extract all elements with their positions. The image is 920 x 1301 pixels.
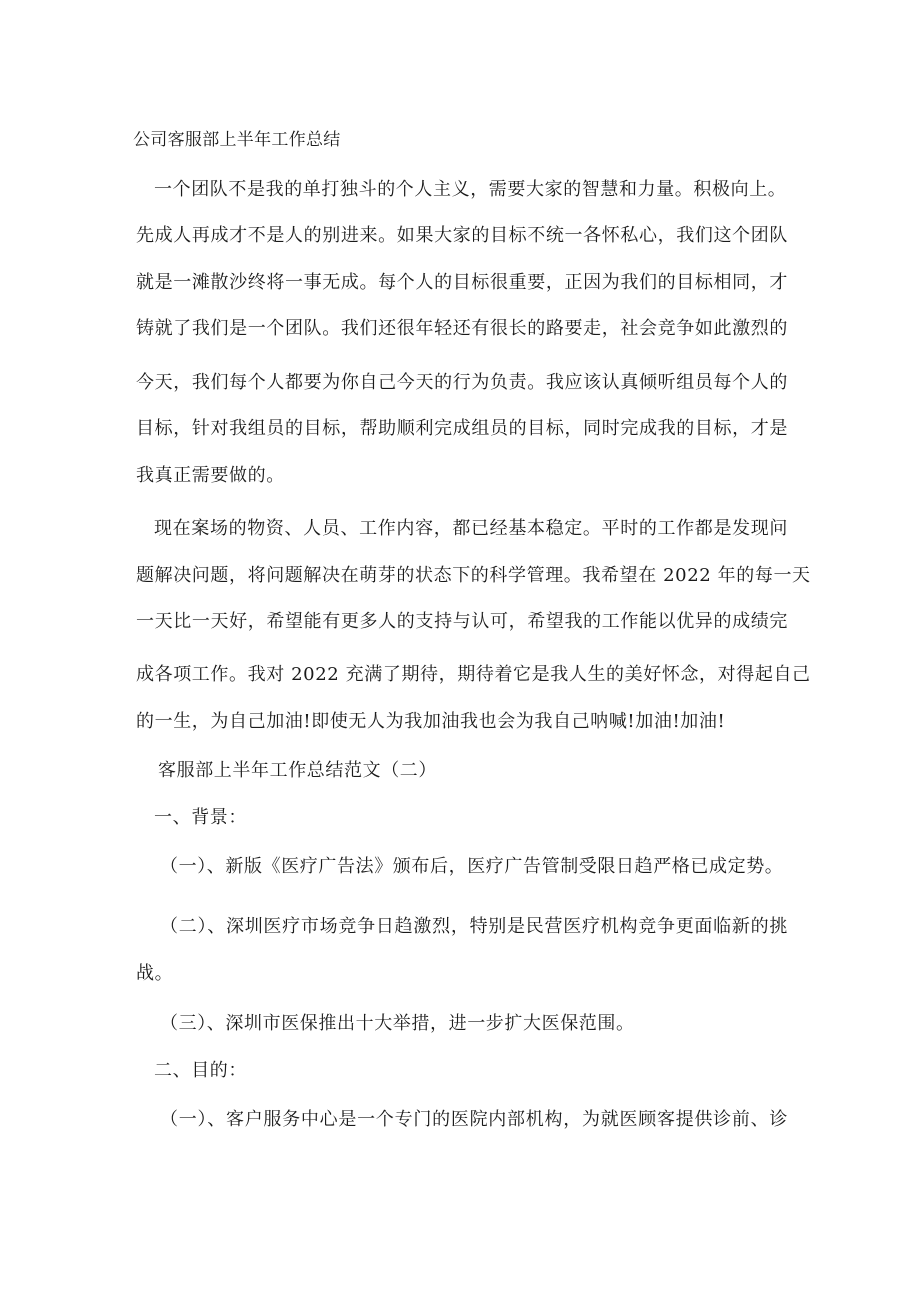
- paragraph-1-line-7: 我真正需要做的。: [136, 465, 285, 486]
- paragraph-2-line-4: 成各项工作。我对 2022 充满了期待，期待着它是我人生的美好怀念，对得起自己: [136, 664, 811, 685]
- paragraph-2-line-5: 的一生，为自己加油!即使无人为我加油我也会为我自己呐喊!加油!加油!: [136, 711, 726, 732]
- paragraph-1-line-6: 目标，针对我组员的目标，帮助顺利完成组员的目标，同时完成我的目标，才是: [136, 418, 788, 439]
- paragraph-1-line-3: 就是一滩散沙终将一事无成。每个人的目标很重要，正因为我们的目标相同，才: [136, 272, 788, 293]
- background-item-2-continued: 战。: [136, 963, 174, 984]
- section-1-heading: 一、背景：: [154, 807, 247, 828]
- paragraph-1-line-1: 一个团队不是我的单打独斗的个人主义，需要大家的智慧和力量。积极向上。: [154, 179, 787, 200]
- paragraph-1-line-2: 先成人再成才不是人的别进来。如果大家的目标不统一各怀私心，我们这个团队: [136, 225, 788, 246]
- paragraph-2-line-2: 题解决问题，将问题解决在萌芽的状态下的科学管理。我希望在 2022 年的每一天: [136, 565, 811, 586]
- background-item-3: （三）、深圳市医保推出十大举措，进一步扩大医保范围。: [160, 1013, 635, 1034]
- background-item-2: （二）、深圳医疗市场竞争日趋激烈，特别是民营医疗机构竞争更面临新的挑: [160, 916, 788, 937]
- paragraph-2-line-1: 现在案场的物资、人员、工作内容，都已经基本稳定。平时的工作都是发现问: [154, 518, 788, 539]
- subtitle: 客服部上半年工作总结范文（二）: [158, 760, 437, 781]
- section-2-heading: 二、目的：: [154, 1060, 247, 1081]
- paragraph-1-line-5: 今天，我们每个人都要为你自己今天的行为负责。我应该认真倾听组员每个人的: [136, 372, 788, 393]
- paragraph-2-line-3: 一天比一天好，希望能有更多人的支持与认可，希望我的工作能以优异的成绩完: [136, 611, 788, 632]
- purpose-item-1: （一）、客户服务中心是一个专门的医院内部机构，为就医顾客提供诊前、诊: [160, 1109, 788, 1130]
- paragraph-1-line-4: 铸就了我们是一个团队。我们还很年轻还有很长的路要走，社会竞争如此激烈的: [136, 318, 788, 339]
- background-item-1: （一）、新版《医疗广告法》颁布后，医疗广告管制受限日趋严格已成定势。: [160, 856, 784, 877]
- document-title: 公司客服部上半年工作总结: [133, 130, 341, 150]
